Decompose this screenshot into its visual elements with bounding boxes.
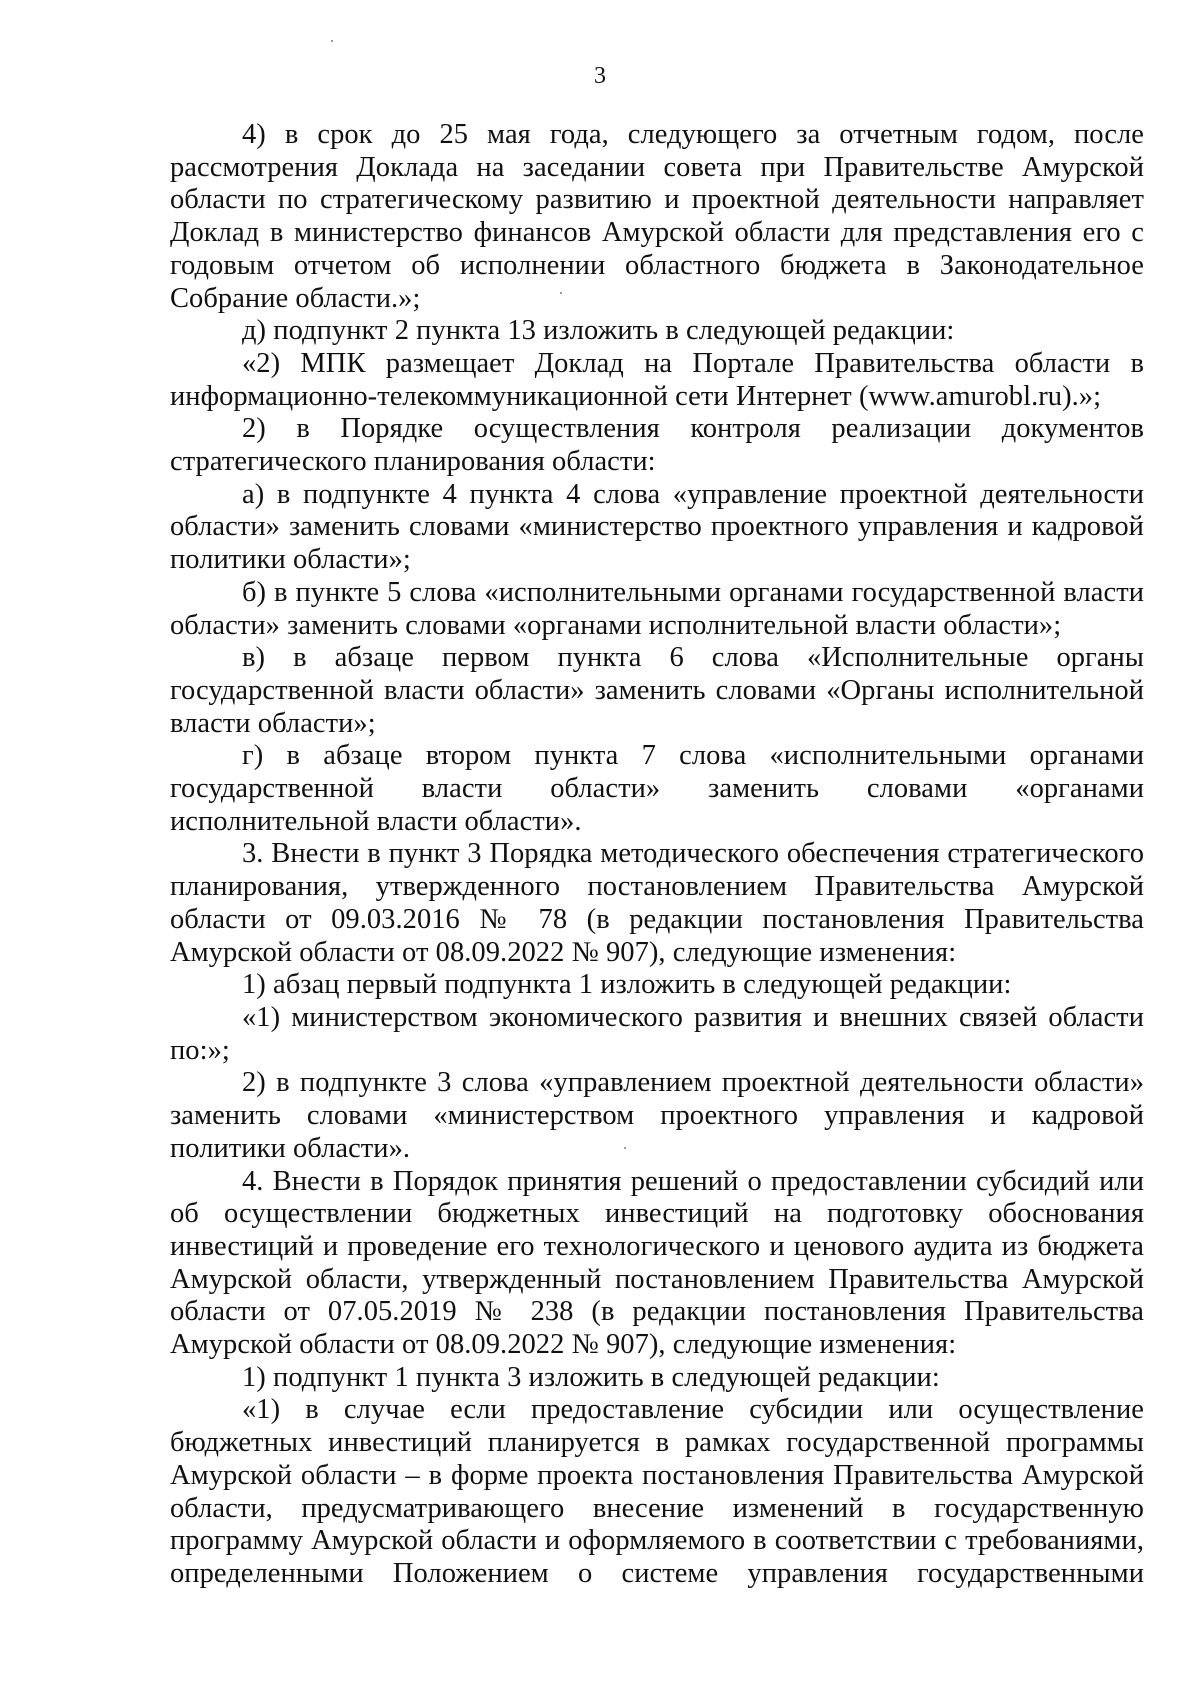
paragraph: 4. Внести в Порядок принятия решений о предоставлении субсидий или об осуществлении бюджетных инвестиций на подготовку обоснования инвестиций и проведение его технологического и ценового аудита из бюджета Амурской области, утвержденный постановлением Правительства Амурской области от 07.05.2019 № 238 (в редакции постановления Правительства Амурской области от 08.09.2022 № 907), следующие изменения: bbox=[170, 1165, 1144, 1361]
paragraph: б) в пункте 5 слова «исполнительными органами государственной власти области» заменить словами «органами исполнительной власти области»; bbox=[170, 576, 1144, 641]
scan-speck bbox=[331, 40, 333, 42]
paragraph: 1) абзац первый подпункта 1 изложить в следующей редакции: bbox=[242, 969, 1012, 1001]
paragraph: г) в абзаце втором пункта 7 слова «исполнительными органами государственной власти области» заменить словами «органами исполнительной власти области». bbox=[170, 740, 1144, 837]
document-body bbox=[170, 119, 1144, 1591]
paragraph: а) в подпункте 4 пункта 4 слова «управление проектной деятельности области» заменить словами «министерство проектного управления и кадровой политики области»; bbox=[170, 478, 1144, 576]
paragraph: «1) в случае если предоставление субсидии или осуществление бюджетных инвестиций планируется в рамках государственной программы Амурской области – в форме проекта постановления Правительства Амурской области, предусматривающего внесение изменений в государственную программу Амурской области и оформляемого в соответствии с требованиями, определенными Положением о системе управления государственными bbox=[170, 1394, 1144, 1589]
paragraph: «2) МПК размещает Доклад на Портале Правительства области в информационно-телекоммуникационной сети Интернет (www.amurobl.ru).»; bbox=[170, 347, 1144, 412]
paragraph: д) подпункт 2 пункта 13 изложить в следующей редакции: bbox=[242, 315, 955, 347]
paragraph: 3. Внести в пункт 3 Порядка методического обеспечения стратегического планирования, утвержденного постановлением Правительства Амурской области от 09.03.2016 № 78 (в редакции постановления Правительства Амурской области от 08.09.2022 № 907), следующие изменения: bbox=[170, 838, 1144, 968]
paragraph: «1) министерством экономического развития и внешних связей области по:»; bbox=[170, 1001, 1144, 1066]
page-number: 3 bbox=[594, 63, 606, 89]
paragraph: в) в абзаце первом пункта 6 слова «Исполнительные органы государственной власти области» заменить словами «Органы исполнительной власти области»; bbox=[170, 642, 1144, 739]
paragraph: 1) подпункт 1 пункта 3 изложить в следующей редакции: bbox=[242, 1361, 940, 1393]
paragraph: 4) в срок до 25 мая года, следующего за отчетным годом, после рассмотрения Доклада на заседании совета при Правительстве Амурской области по стратегическому развитию и проектной деятельности направляет Доклад в министерство финансов Амурской области для представления его с годовым отчетом об исполнении областного бюджета в Законодательное Собрание области.»; bbox=[170, 119, 1144, 314]
paragraph: 2) в Порядке осуществления контроля реализации документов стратегического планирования области: bbox=[170, 413, 1144, 478]
paragraph: 2) в подпункте 3 слова «управлением проектной деятельности области» заменить словами «министерством проектного управления и кадровой политики области». bbox=[170, 1067, 1144, 1164]
